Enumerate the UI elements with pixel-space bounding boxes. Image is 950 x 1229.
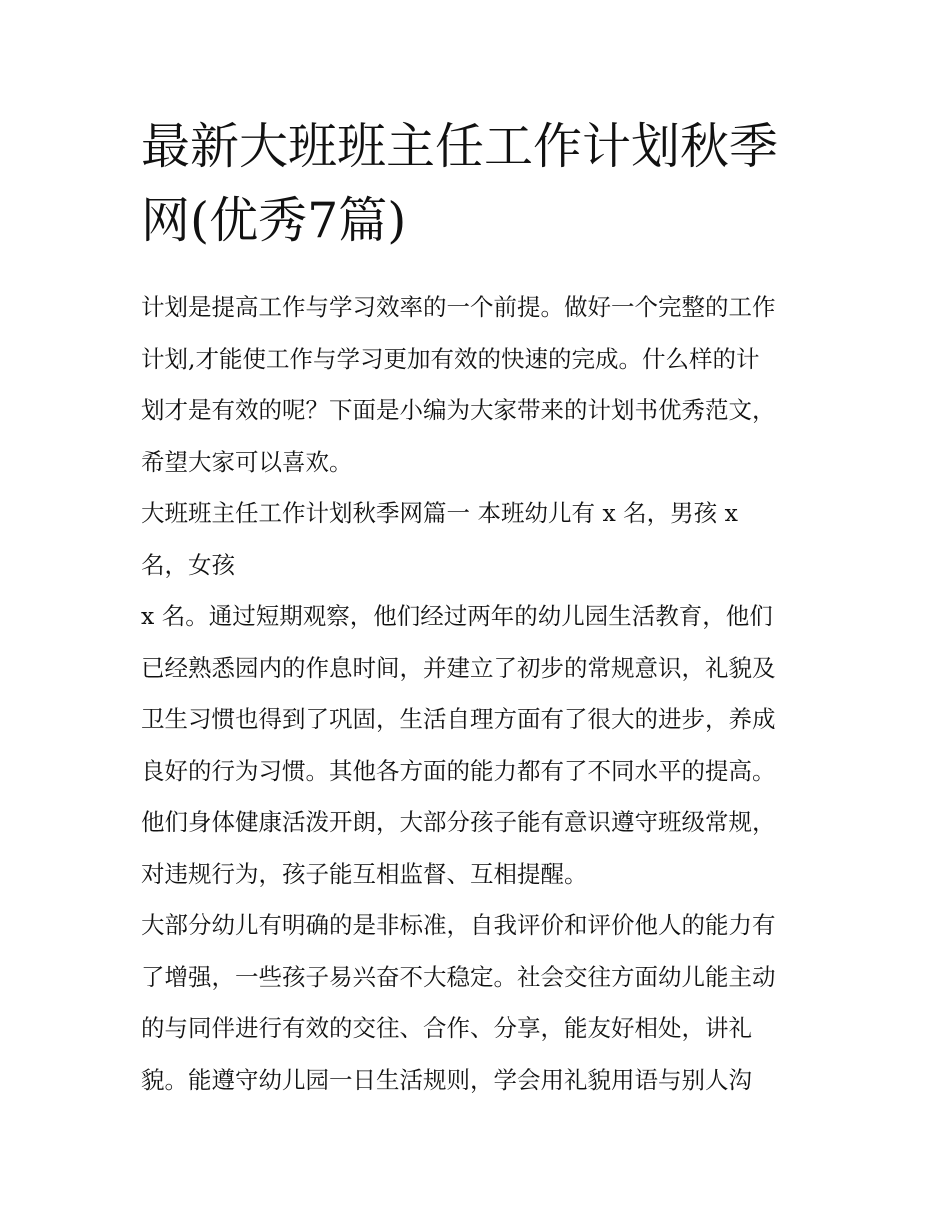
title-line: 网(优秀7篇): [141, 192, 407, 249]
text-line: 卫生习惯也得到了巩固，生活自理方面有了很大的进步，养成: [141, 705, 776, 733]
text-line: 划才是有效的呢？下面是小编为大家带来的计划书优秀范文，: [141, 396, 776, 424]
document-body: [141, 110, 831, 1106]
text-line: x 名。通过短期观察，他们经过两年的幼儿园生活教育，他们: [141, 602, 773, 630]
section-one-heading-paragraph: [141, 488, 831, 591]
text-line: 计划是提高工作与学习效率的一个前提。做好一个完整的工作: [141, 293, 776, 321]
text-line: 貌。能遵守幼儿园一日生活规则，学会用礼貌用语与别人沟: [141, 1065, 752, 1094]
text-line: 大班班主任工作计划秋季网篇一 本班幼儿有 x 名，男孩 x: [141, 499, 738, 527]
text-line: 良好的行为习惯。其他各方面的能力都有了不同水平的提高。: [141, 756, 776, 785]
text-line: 计划,才能使工作与学习更加有效的快速的完成。什么样的计: [141, 344, 760, 373]
title-line: 最新大班班主任工作计划秋季: [141, 118, 779, 175]
intro-paragraph: [141, 282, 831, 488]
document-title: [141, 110, 831, 258]
text-line: 已经熟悉园内的作息时间，并建立了初步的常规意识，礼貌及: [141, 653, 776, 682]
text-line: 对违规行为，孩子能互相监督、互相提醒。: [141, 859, 588, 888]
body-paragraph: [141, 900, 831, 1106]
text-line: 大部分幼儿有明确的是非标准，自我评价和评价他人的能力有: [141, 911, 776, 939]
text-line: 了增强，一些孩子易兴奋不大稳定。社会交往方面幼儿能主动: [141, 962, 776, 991]
body-paragraph: [141, 591, 831, 900]
text-line: 的与同伴进行有效的交往、合作、分享，能友好相处，讲礼: [141, 1014, 752, 1042]
text-line: 希望大家可以喜欢。: [141, 447, 353, 476]
text-line: 他们身体健康活泼开朗，大部分孩子能有意识遵守班级常规，: [141, 808, 776, 836]
text-line: 名，女孩: [141, 550, 235, 579]
